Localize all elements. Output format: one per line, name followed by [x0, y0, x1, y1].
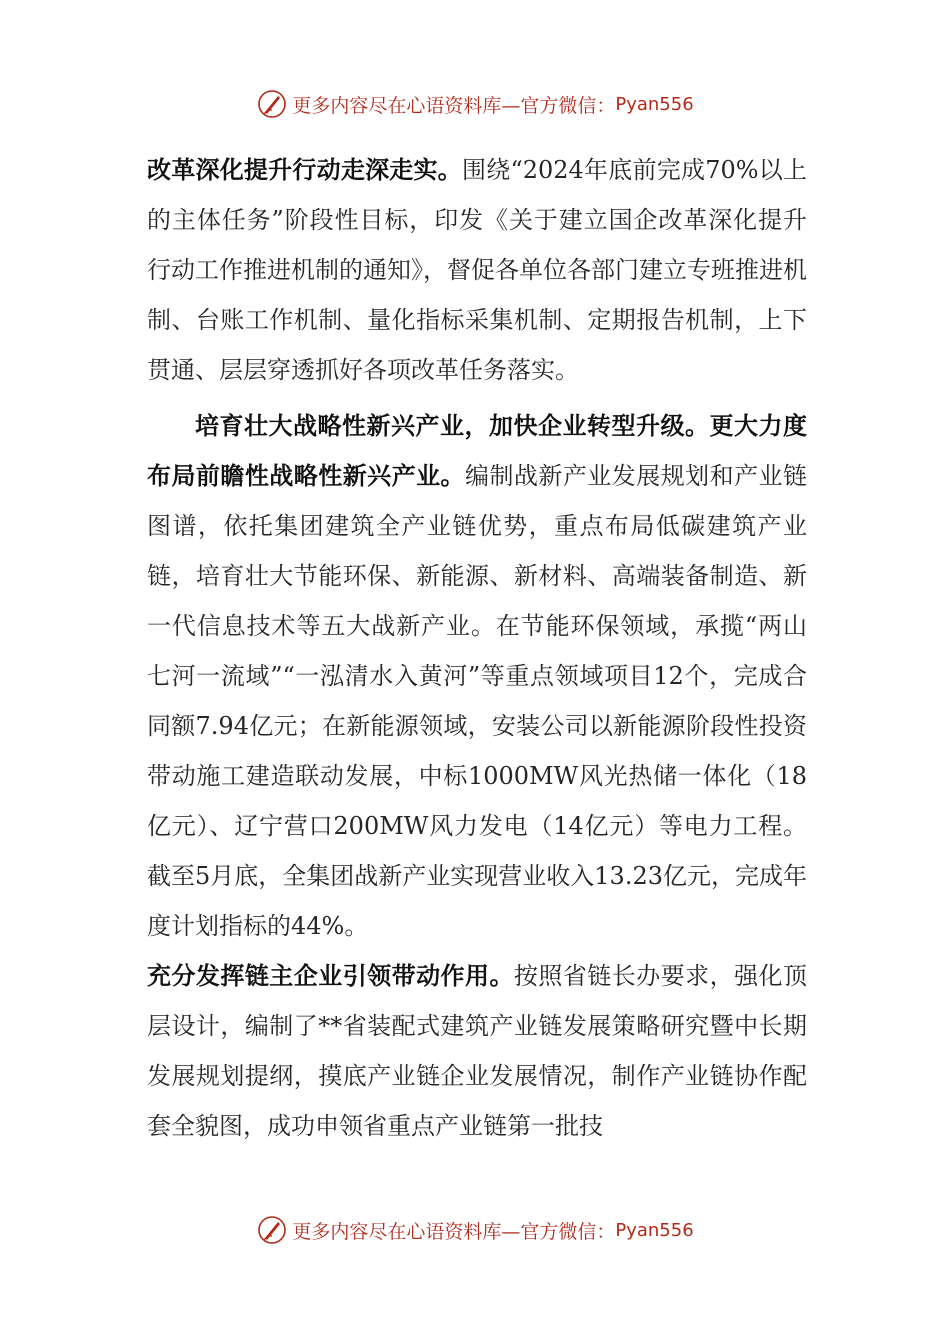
paragraph-reform [147, 145, 807, 395]
quill-logo-icon [256, 88, 288, 120]
paragraph-text: 编制战新产业发展规划和产业链图谱，依托集团建筑全产业链优势，重点布局低碳建筑产业链，培育壮大节能环保、新能源、新材料、高端装备制造、新一代信息技术等五大战新产业。在节能环保领域，承揽“两山七河一流域”“一泓清水入黄河”等重点领域项目12个，完成合同额7.94亿元；在新能源领域，安装公司以新能源阶段性投资带动施工建造联动发展，中标1000MW风光热储一体化（18亿元）、辽宁营口200MW风力发电（14亿元）等电力工程。截至5月底，全集团战新产业实现营业收入13.23亿元，完成年度计划指标的44%。 [147, 462, 807, 940]
paragraph-text: 按照省链长办要求，强化顶层设计，编制了**省装配式建筑产业链发展策略研究暨中长期发展规划提纲，摸底产业链企业发展情况，制作产业链协作配套全貌图，成功申领省重点产业链第一批技 [147, 962, 807, 1140]
paragraph-heading: 改革深化提升行动走深走实。 [147, 155, 462, 184]
watermark-id: Pyan556 [615, 93, 694, 115]
paragraph-text: 围绕“2024年底前完成70%以上的主体任务”阶段性目标，印发《关于建立国企改革深化提升行动工作推进机制的通知》，督促各单位各部门建立专班推进机制、台账工作机制、量化指标采集机制、定期报告机制，上下贯通、层层穿透抓好各项改革任务落实。 [147, 156, 807, 384]
document-body [147, 145, 807, 1151]
paragraph-emerging-industries [147, 401, 807, 951]
paragraph-chain-leader [147, 951, 807, 1151]
watermark-text: 更多内容尽在心语资料库—官方微信： [292, 94, 616, 117]
quill-logo-icon [256, 1214, 288, 1246]
watermark-footer [0, 1208, 950, 1252]
paragraph-heading: 培育壮大战略性新兴产业，加快企业转型升级。更大力度布局前瞻性战略性新兴产业。 [147, 411, 807, 490]
watermark-text: 更多内容尽在心语资料库—官方微信： [292, 1220, 616, 1243]
watermark-header [0, 82, 950, 126]
paragraph-heading: 充分发挥链主企业引领带动作用。 [147, 961, 514, 990]
watermark-id: Pyan556 [615, 1219, 694, 1241]
